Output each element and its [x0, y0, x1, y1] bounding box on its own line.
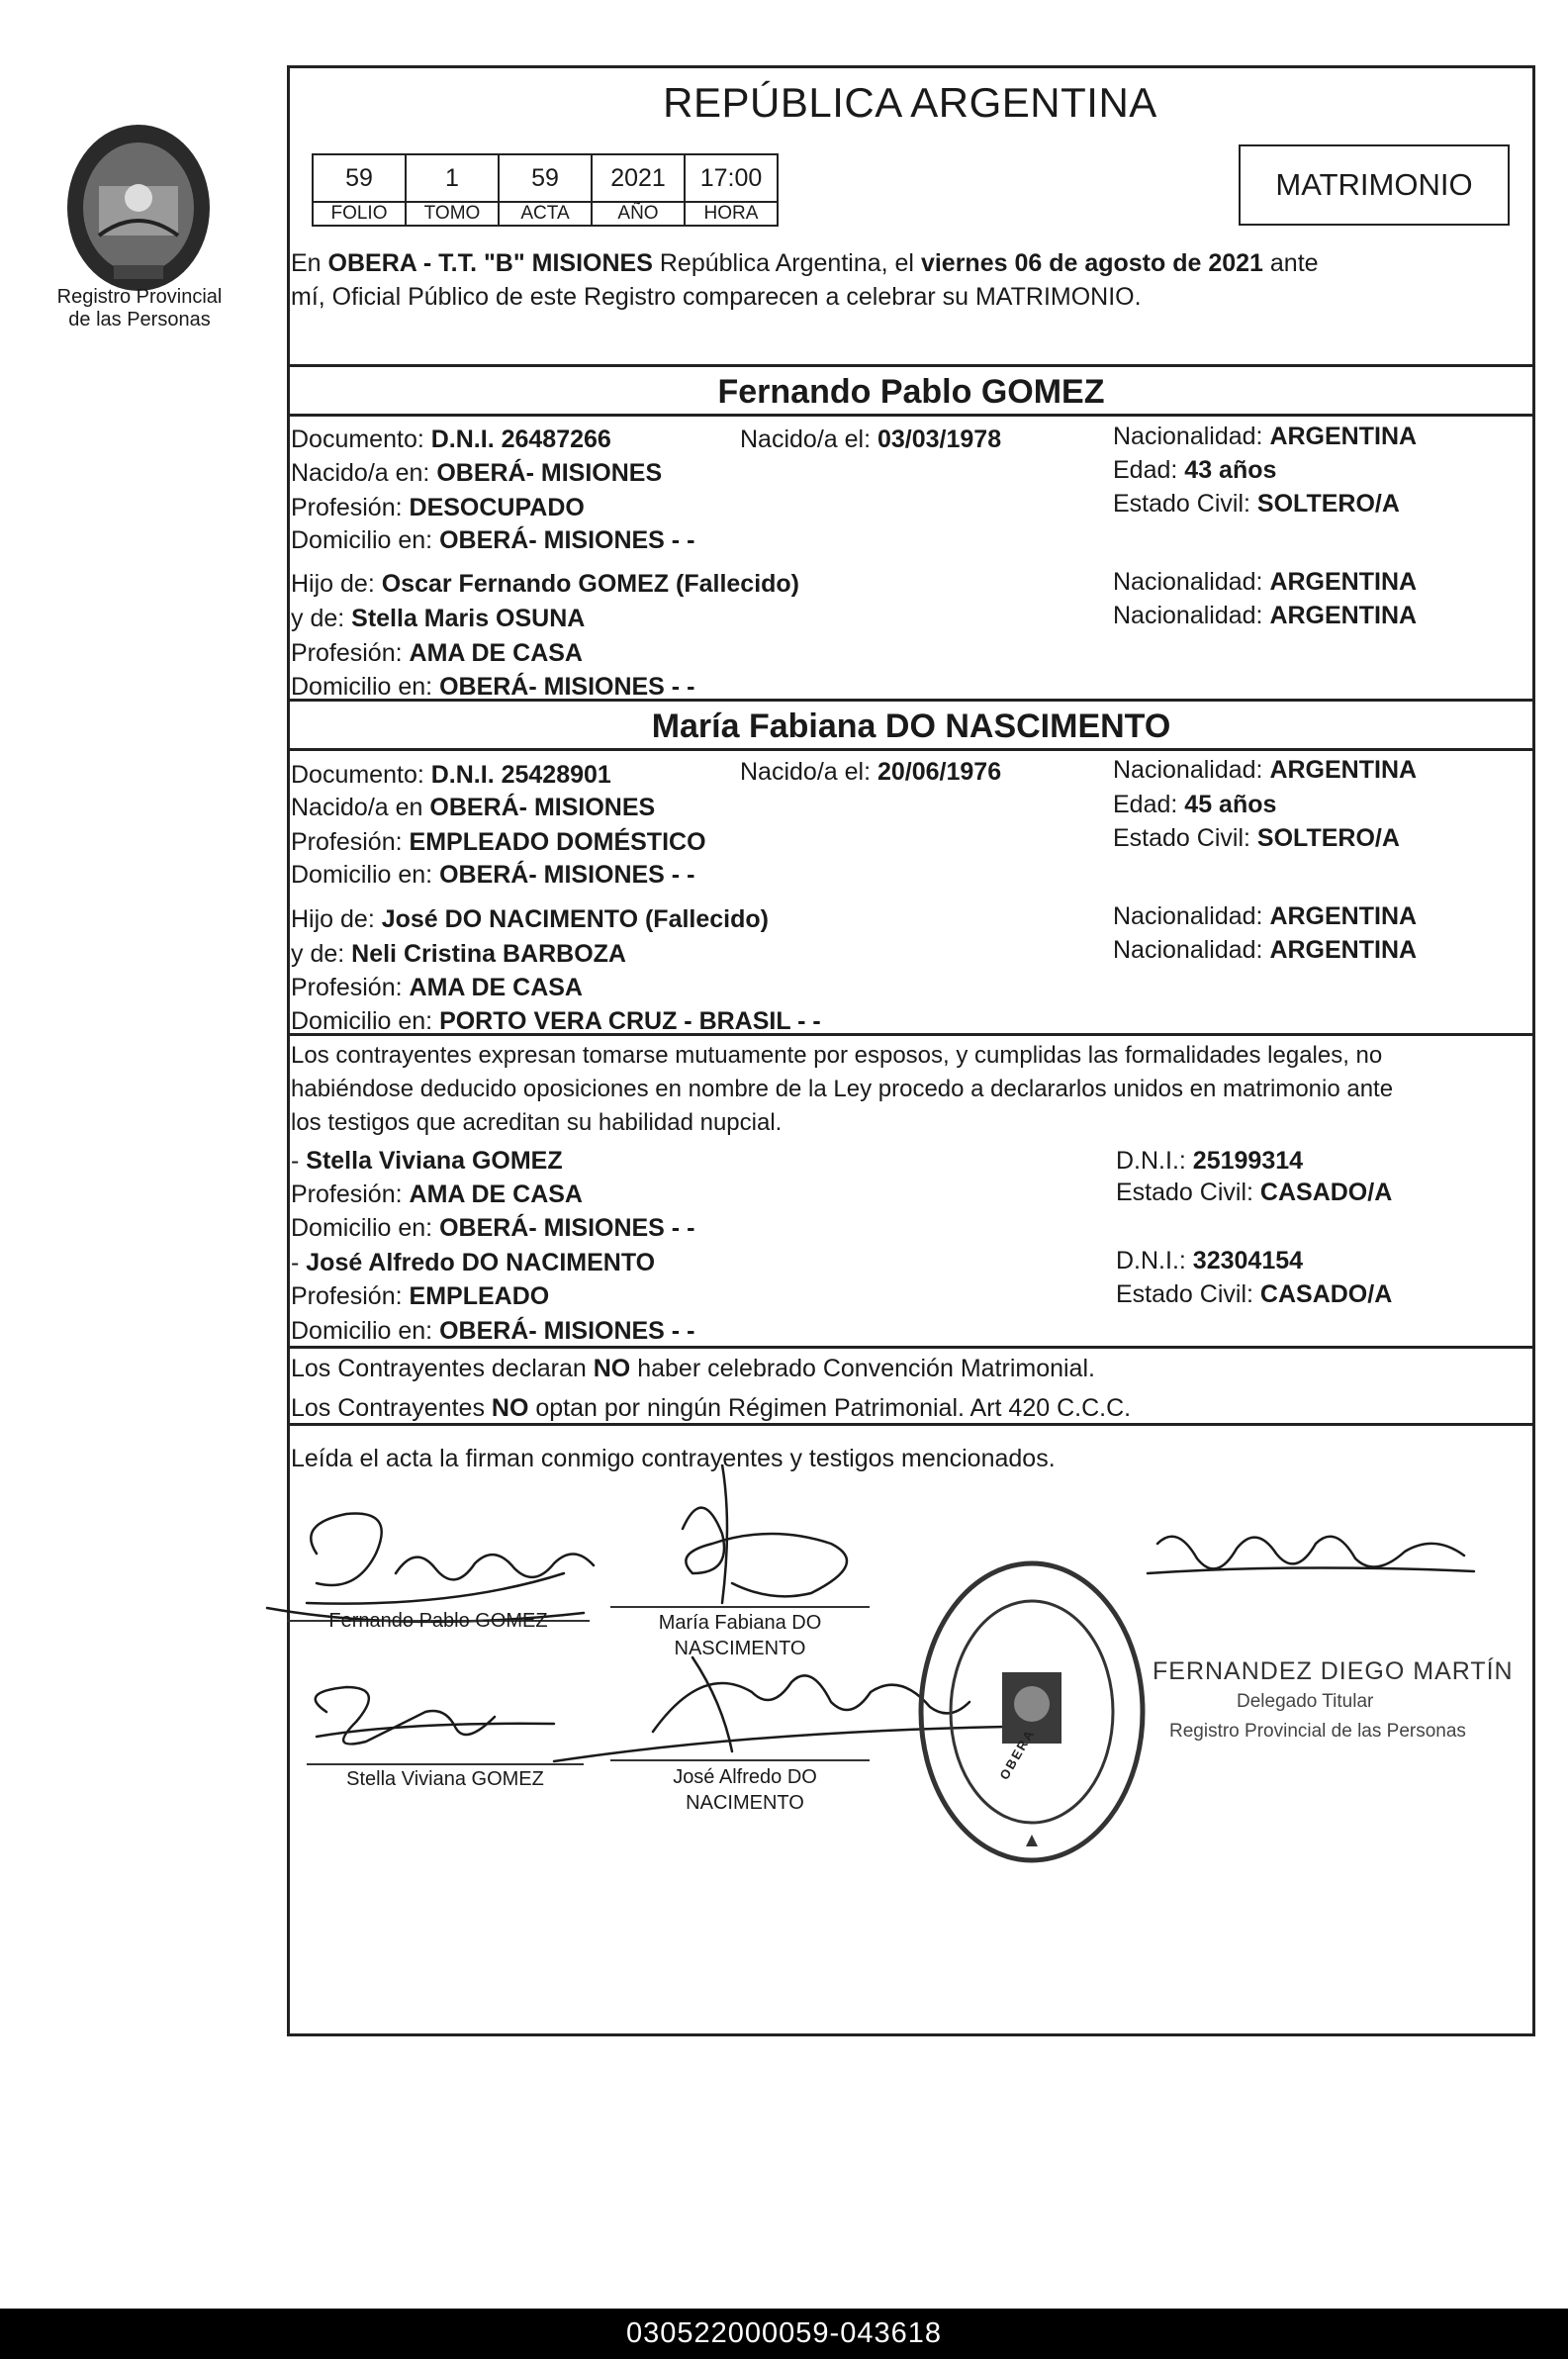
- c1-mother-nat: Nacionalidad: ARGENTINA: [1113, 602, 1418, 629]
- intro-line2: mí, Oficial Público de este Registro comparecen a celebrar su MATRIMONIO.: [291, 283, 1142, 311]
- c2-place: Nacido/a en OBERÁ- MISIONES: [291, 794, 656, 821]
- c1-age: Edad: 43 años: [1113, 456, 1277, 484]
- official-name: FERNANDEZ DIEGO MARTÍN: [1153, 1657, 1514, 1685]
- signatures-intro: Leída el acta la firman conmigo contrayentes y testigos mencionados.: [291, 1445, 1056, 1472]
- c2-prof: Profesión: EMPLEADO DOMÉSTICO: [291, 828, 706, 856]
- c1-father: Hijo de: Oscar Fernando GOMEZ (Fallecido): [291, 570, 800, 598]
- witness2-prof: Profesión: EMPLEADO: [291, 1282, 550, 1310]
- c1-doc: Documento: D.N.I. 26487266: [291, 425, 611, 453]
- contrayente2-name: María Fabiana DO NASCIMENTO: [651, 708, 1171, 745]
- c1-place: Nacido/a en: OBERÁ- MISIONES: [291, 459, 663, 487]
- acta-value: 59: [499, 154, 592, 202]
- signature-line-2: [610, 1606, 870, 1608]
- official-org: Registro Provincial de las Personas: [1169, 1721, 1466, 1742]
- record-codes-table: [312, 153, 779, 227]
- stamp-icon: [915, 1556, 1149, 1868]
- page-title: REPÚBLICA ARGENTINA: [663, 79, 1157, 126]
- official-title: Delegado Titular: [1237, 1691, 1374, 1712]
- c1-father-nat: Nacionalidad: ARGENTINA: [1113, 568, 1418, 596]
- c1-mother: y de: Stella Maris OSUNA: [291, 605, 586, 632]
- c2-mother: y de: Neli Cristina BARBOZA: [291, 940, 626, 968]
- tomo-label: TOMO: [406, 202, 499, 226]
- c1-dom: Domicilio en: OBERÁ- MISIONES - -: [291, 526, 695, 554]
- declaration-line2: habiéndose deducido oposiciones en nombre de la Ley procedo a declararlos unidos en matrimonio ante: [291, 1076, 1394, 1102]
- record-type-box: MATRIMONIO: [1239, 144, 1510, 226]
- divider: [287, 414, 1535, 417]
- witness2-dom: Domicilio en: OBERÁ- MISIONES - -: [291, 1317, 695, 1345]
- witness1-civil: Estado Civil: CASADO/A: [1116, 1179, 1393, 1206]
- convention-line2: Los Contrayentes NO optan por ningún Régimen Patrimonial. Art 420 C.C.C.: [291, 1394, 1132, 1422]
- org-name-line1: Registro Provincial: [56, 286, 223, 308]
- signature-line-4: [610, 1759, 870, 1761]
- witness1-name: - Stella Viviana GOMEZ: [291, 1147, 563, 1175]
- declaration-line3: los testigos que acreditan su habilidad nupcial.: [291, 1109, 783, 1136]
- convention-line1: Los Contrayentes declaran NO haber celebrado Convención Matrimonial.: [291, 1355, 1095, 1382]
- c2-parents-dom: Domicilio en: PORTO VERA CRUZ - BRASIL - -: [291, 1007, 821, 1035]
- witness1-dom: Domicilio en: OBERÁ- MISIONES - -: [291, 1214, 695, 1242]
- org-name-line2: de las Personas: [68, 309, 211, 330]
- intro-mid: República Argentina, el: [659, 249, 914, 277]
- hora-value: 17:00: [685, 154, 778, 202]
- province-seal-logo: [59, 117, 218, 295]
- c2-born: Nacido/a el: 20/06/1976: [740, 758, 1002, 786]
- anio-value: 2021: [592, 154, 685, 202]
- c1-nat: Nacionalidad: ARGENTINA: [1113, 423, 1418, 450]
- anio-label: AÑO: [592, 202, 685, 226]
- folio-value: 59: [313, 154, 406, 202]
- intro-end: ante: [1269, 249, 1319, 277]
- stamp-inner-text: OBERA: [996, 1726, 1038, 1783]
- signature-caption-2: María Fabiana DO NASCIMENTO: [658, 1612, 822, 1659]
- divider: [287, 748, 1535, 751]
- witness2-civil: Estado Civil: CASADO/A: [1116, 1280, 1393, 1308]
- tomo-value: 1: [406, 154, 499, 202]
- seal-icon: [59, 117, 218, 295]
- signature-caption-3: Stella Viviana GOMEZ: [346, 1768, 544, 1790]
- c2-age: Edad: 45 años: [1113, 791, 1277, 818]
- witness1-prof: Profesión: AMA DE CASA: [291, 1180, 583, 1208]
- signature-caption-1: Fernando Pablo GOMEZ: [328, 1610, 548, 1632]
- witness2-name: - José Alfredo DO NACIMENTO: [291, 1249, 656, 1276]
- c2-nat: Nacionalidad: ARGENTINA: [1113, 756, 1418, 784]
- c2-mother-nat: Nacionalidad: ARGENTINA: [1113, 936, 1418, 964]
- hora-label: HORA: [685, 202, 778, 226]
- c1-mother-prof: Profesión: AMA DE CASA: [291, 639, 583, 667]
- intro-line1: [291, 247, 1319, 279]
- c1-prof: Profesión: DESOCUPADO: [291, 494, 585, 521]
- signature-caption-4: José Alfredo DO NACIMENTO: [673, 1766, 817, 1814]
- witness1-dni: D.N.I.: 25199314: [1116, 1147, 1304, 1175]
- c2-father: Hijo de: José DO NACIMENTO (Fallecido): [291, 905, 769, 933]
- c2-mother-prof: Profesión: AMA DE CASA: [291, 974, 583, 1001]
- declaration-line1: Los contrayentes expresan tomarse mutuamente por esposos, y cumplidas las formalidades legales, no: [291, 1042, 1383, 1069]
- witness2-dni: D.N.I.: 32304154: [1116, 1247, 1304, 1274]
- barcode-footer: 030522000059-043618: [0, 2309, 1568, 2359]
- c2-civil: Estado Civil: SOLTERO/A: [1113, 824, 1400, 852]
- c1-civil: Estado Civil: SOLTERO/A: [1113, 490, 1400, 518]
- intro-date: viernes 06 de agosto de 2021: [920, 249, 1263, 277]
- official-stamp: [915, 1556, 1149, 1868]
- c2-father-nat: Nacionalidad: ARGENTINA: [1113, 902, 1418, 930]
- signature-line-3: [307, 1763, 584, 1765]
- c2-doc: Documento: D.N.I. 25428901: [291, 761, 611, 789]
- folio-label: FOLIO: [313, 202, 406, 226]
- acta-label: ACTA: [499, 202, 592, 226]
- intro-place: OBERA - T.T. "B" MISIONES: [327, 249, 653, 277]
- c1-born: Nacido/a el: 03/03/1978: [740, 425, 1002, 453]
- contrayente1-name: Fernando Pablo GOMEZ: [717, 373, 1105, 411]
- c2-dom: Domicilio en: OBERÁ- MISIONES - -: [291, 861, 695, 889]
- intro-en: En: [291, 249, 322, 277]
- divider: [287, 364, 1535, 367]
- c1-parents-dom: Domicilio en: OBERÁ- MISIONES - -: [291, 673, 695, 701]
